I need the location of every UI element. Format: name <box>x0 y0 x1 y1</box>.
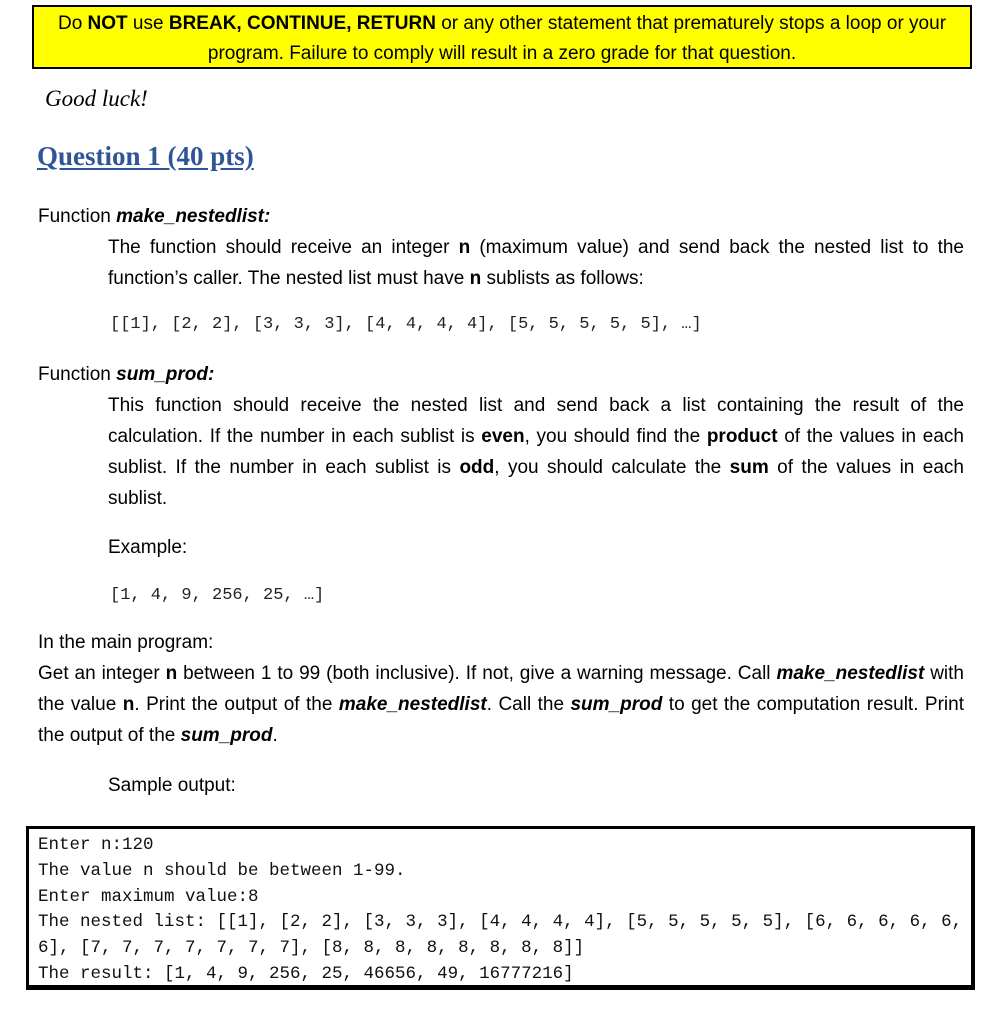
sum-prod-example: [1, 4, 9, 256, 25, …] <box>110 586 325 605</box>
function-name: sum_prod: <box>116 364 215 385</box>
warning-text: or any other statement that prematurely stops a loop or your program. Failure to comply will result in a zero grade for that question. <box>207 13 947 64</box>
nested-list-example: [[1], [2, 2], [3, 3, 3], [4, 4, 4, 4], [5, 5, 5, 5, 5], …] <box>110 315 702 334</box>
warning-box <box>32 5 972 69</box>
warning-statements: BREAK, CONTINUE, RETURN <box>168 13 436 34</box>
output-line: Enter n:120 <box>38 835 154 855</box>
main-program-heading: In the main program: <box>38 632 214 653</box>
example-label: Example: <box>108 537 188 558</box>
output-line: The value n should be between 1-99. <box>38 860 406 881</box>
main-program-description: Get an integer n between 1 to 99 (both inclusive). If not, give a warning message. Call make_nestedlist with the value n. Print the output of the make_nestedlist. Call the sum_prod to get the computation result. Print the output of the sum_prod. <box>38 663 964 746</box>
sample-output-box <box>26 826 975 990</box>
function-heading-make-nestedlist <box>38 206 270 228</box>
output-line: Enter maximum value:8 <box>38 886 259 907</box>
function-heading-sum-prod <box>38 364 214 386</box>
output-line: The nested list: [[1], [2, 2], [3, 3, 3], [4, 4, 4, 4], [5, 5, 5, 5, 5], [6, 6, 6, 6, 6, 6], [7, 7, 7, 7, 7, 7, 7], [8, 8, 8, 8, 8, 8, 8, 8]] <box>38 912 973 959</box>
question-title: Question 1 (40 pts) <box>37 141 254 171</box>
function-description: The function should receive an integer n (maximum value) and send back the nested list to the function’s caller. The nested list must have n sublists as follows: <box>108 237 964 289</box>
function-prefix: Function <box>38 364 117 385</box>
output-line: The result: [1, 4, 9, 256, 25, 46656, 49, 16777216] <box>38 963 574 984</box>
good-luck-text: Good luck! <box>45 86 148 111</box>
sample-output-label: Sample output: <box>108 775 236 796</box>
warning-text: use <box>127 13 169 34</box>
function-name: make_nestedlist: <box>116 206 271 227</box>
warning-not: NOT <box>87 13 128 34</box>
function-prefix: Function <box>38 206 117 227</box>
warning-text: Do <box>57 13 88 34</box>
function-description: This function should receive the nested list and send back a list containing the result of the calculation. If the number in each sublist is even, you should find the product of the values in each sublist. If the number in each sublist is odd, you should calculate the sum of the values in each sublist. <box>108 395 964 509</box>
